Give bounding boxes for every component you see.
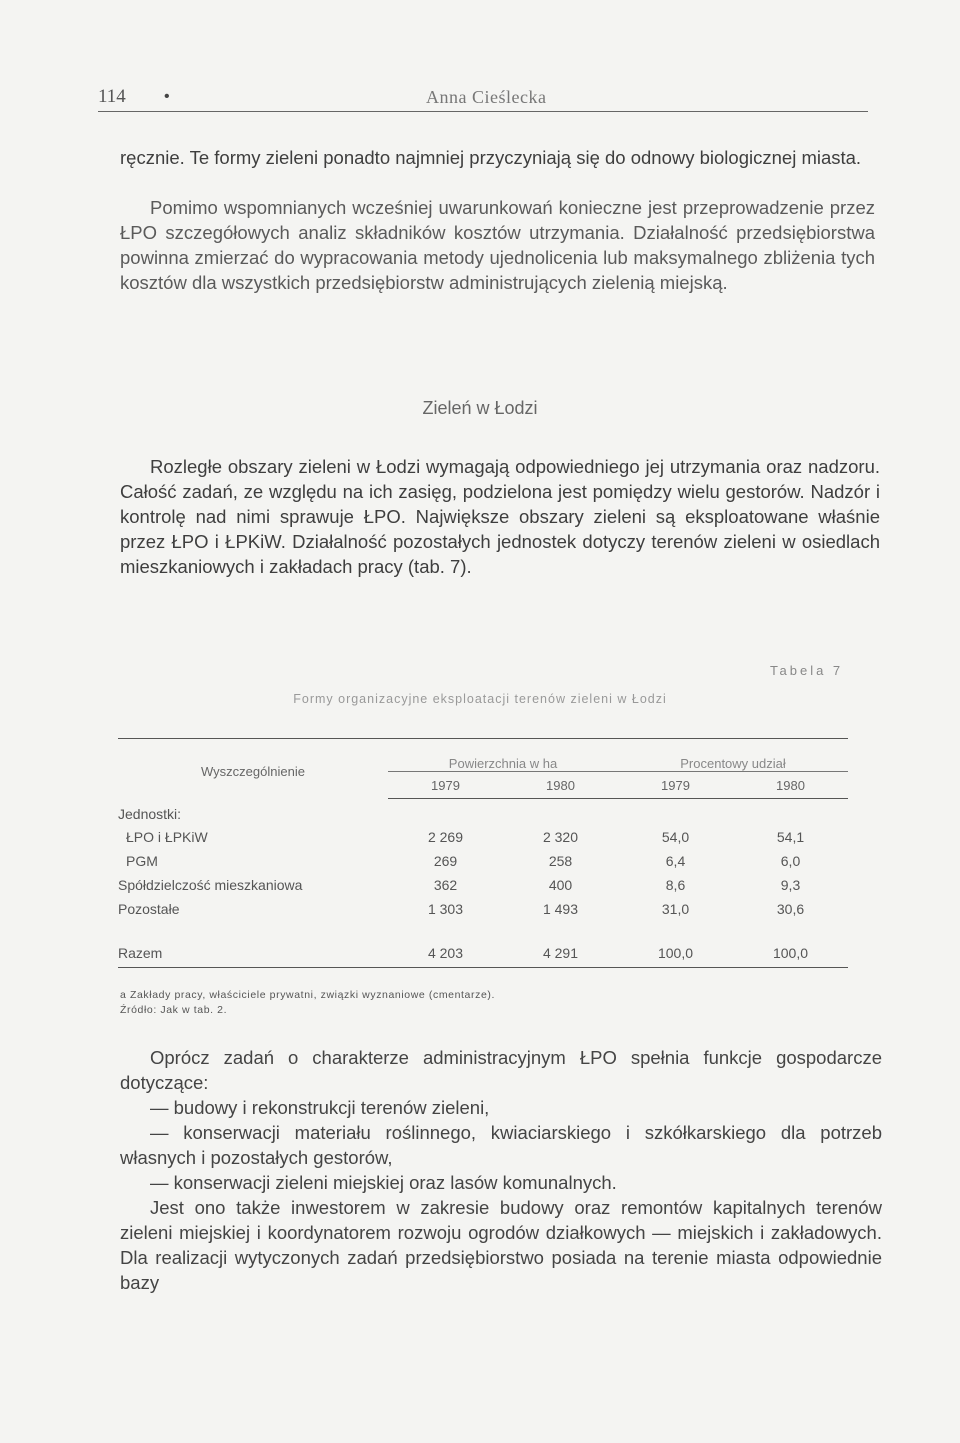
year-header: 1980 [733, 772, 848, 799]
header-rule [98, 111, 868, 112]
row-label: Spółdzielczość mieszkaniowa [118, 877, 303, 893]
row-label: ŁPO i ŁPKiW [126, 829, 208, 845]
paragraph-2-text: Pomimo wspomnianych wcześniej uwarunkowań konieczne jest przeprowadzenie przez ŁPO szczegółowych analiz składników kosztów utrzymania. Działalność przedsiębiorstwa powinna zmierzać do wypracowania metody ujednolicenia lub maksymalnego zbliżenia tych kosztów dla wszystkich przedsiębiorstw administrujących zielenią miejską. [120, 197, 875, 293]
cell: 9,3 [780, 877, 801, 893]
paragraph-2 [120, 195, 875, 295]
table-row [118, 849, 848, 873]
list-item: — konserwacji zieleni miejskiej oraz lasów komunalnych. [150, 1172, 617, 1193]
cell: 31,0 [661, 901, 690, 917]
table-row [118, 873, 848, 897]
year-header: 1979 [388, 772, 503, 799]
list-item: — budowy i rekonstrukcji terenów zieleni, [150, 1097, 490, 1118]
row-label: Pozostałe [118, 901, 180, 917]
table-title: Formy organizacyjne eksploatacji terenów zieleni w Łodzi [293, 692, 667, 706]
table-row [118, 825, 848, 849]
cell: 2 269 [427, 829, 464, 845]
cell: 6,4 [665, 853, 686, 869]
cell: 400 [548, 877, 573, 893]
group-label: Jednostki: [118, 806, 182, 822]
list-item: — konserwacji materiału roślinnego, kwiaciarskiego i szkółkarskiego dla potrzeb własnych i pozostałych gestorów, [120, 1122, 882, 1168]
paragraph-3-text: Rozległe obszary zieleni w Łodzi wymagają odpowiedniego jej utrzymania oraz nadzoru. Całość zadań, ze względu na ich zasięg, podzielona jest pomiędzy wielu gestorów. Nadzór i kontrolę nad nimi sprawuje ŁPO. Największe obszary zieleni są eksploatowane właśnie przez ŁPO i ŁPKiW. Działalność pozostałych jednostek dotyczy terenów zieleni w osiedlach mieszkaniowych i zakładach pracy (tab. 7). [120, 456, 880, 577]
paragraph-4 [120, 1045, 882, 1295]
cell: 362 [433, 877, 458, 893]
cell: 4 203 [427, 945, 464, 961]
total-label: Razem [118, 945, 163, 961]
paragraph-1 [120, 145, 865, 170]
cell: 6,0 [780, 853, 801, 869]
col-header-spec: Wyszczególnienie [201, 764, 305, 780]
table-source: Źródło: Jak w tab. 2. [120, 1004, 228, 1016]
cell: 269 [433, 853, 458, 869]
col-header-share: Procentowy udział [618, 745, 848, 772]
cell: 1 493 [542, 901, 579, 917]
cell: 1 303 [427, 901, 464, 917]
year-header: 1980 [503, 772, 618, 799]
cell: 54,1 [776, 829, 805, 845]
cell: 258 [548, 853, 573, 869]
paragraph-4-intro: Oprócz zadań o charakterze administracyjnym ŁPO spełnia funkcje gospodarcze dotyczące: [120, 1047, 882, 1093]
paragraph-3 [120, 454, 880, 579]
table-row [118, 897, 848, 921]
running-header-author: Anna Cieślecka [426, 87, 547, 107]
page-number: 114 [98, 86, 126, 107]
cell: 8,6 [665, 877, 686, 893]
table-footnote: a Zakłady pracy, właściciele prywatni, związki wyznaniowe (cmentarze). [120, 989, 496, 1001]
cell: 30,6 [776, 901, 805, 917]
table-notes [120, 988, 495, 1018]
cell: 100,0 [657, 945, 694, 961]
bullet-dot: • [164, 88, 170, 105]
paragraph-1-text: ręcznie. Te formy zieleni ponadto najmniej przyczyniają się do odnowy biologicznej miasta. [120, 147, 862, 168]
cell: 2 320 [542, 829, 579, 845]
section-title: Zieleń w Łodzi [422, 398, 538, 418]
table-label: Tabela 7 [770, 663, 844, 678]
row-label: PGM [126, 853, 158, 869]
cell: 100,0 [772, 945, 809, 961]
cell: 4 291 [542, 945, 579, 961]
year-header: 1979 [618, 772, 733, 799]
table-total-row [118, 921, 848, 961]
running-header [98, 86, 868, 116]
cell: 54,0 [661, 829, 690, 845]
data-table [118, 738, 848, 968]
paragraph-4-text: Jest ono także inwestorem w zakresie budowy oraz remontów kapitalnych terenów zieleni miejskiej i koordynatorem rozwoju ogrodów działkowych — miejskich i zakładowych. Dla realizacji wytyczonych zadań przedsiębiorstwo posiada na terenie miasta odpowiednie bazy [120, 1197, 882, 1293]
col-header-area: Powierzchnia w ha [388, 745, 618, 772]
